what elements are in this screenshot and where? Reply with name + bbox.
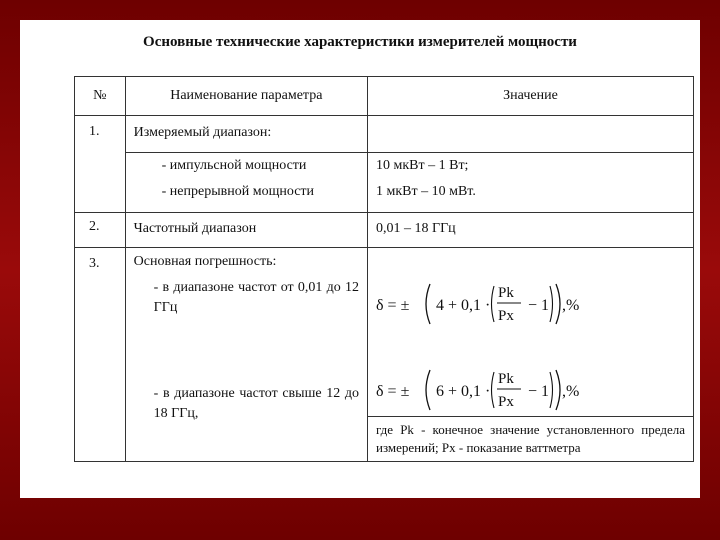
formula-lhs: δ = ± [375, 297, 410, 314]
row-number: 1. [75, 116, 126, 213]
parameter-label: Основная погрешность: [133, 254, 277, 269]
table-row [75, 213, 694, 248]
formula-term: 6 + 0,1 · [435, 383, 491, 400]
subparameter-label: - в диапазоне частот свыше 12 до 18 ГГц, [153, 386, 359, 421]
paren-left [491, 372, 494, 408]
bracket-right [556, 370, 560, 410]
row-parameter [125, 116, 367, 153]
formula-note: где Pk - конечное значение установленного предела измерений; Px - показание ваттметра [368, 416, 693, 461]
header-parameter: Наименование параметра [125, 77, 367, 116]
bracket-right [556, 284, 560, 324]
row-number: 2. [75, 213, 126, 248]
header-value: Значение [367, 77, 693, 116]
row-parameter: Частотный диапазон [125, 213, 367, 248]
table-header-row [75, 77, 694, 116]
fraction-numerator: Pk [497, 285, 514, 301]
row-value: 0,01 – 18 ГГц [367, 213, 693, 248]
subparameter-label: - непрерывной мощности [161, 184, 315, 199]
bracket-left [426, 284, 430, 324]
paren-left [491, 286, 494, 322]
fraction-denominator: Px [497, 394, 514, 410]
bracket-left [426, 370, 430, 410]
fraction-numerator: Pk [497, 371, 514, 387]
page-title: Основные технические характеристики измерителей мощности [143, 34, 577, 50]
row-value-formulas [367, 248, 693, 462]
row-value-empty [367, 116, 693, 153]
table-subrow [75, 153, 694, 213]
table-row [75, 116, 694, 153]
value-text: 10 мкВт – 1 Вт; [375, 158, 469, 173]
parameter-label: Измеряемый диапазон: [133, 125, 272, 140]
value-text: 1 мкВт – 10 мВт. [375, 184, 476, 199]
formula-unit: ,% [561, 383, 580, 400]
subparameter-label: - в диапазоне частот от 0,01 до 12 ГГц [153, 280, 359, 315]
row-number: 3. [75, 248, 126, 462]
parameters-table [74, 76, 694, 462]
formula-term: − 1 [527, 297, 550, 314]
row-subparameters [125, 153, 367, 213]
paren-right [550, 286, 553, 322]
table-row [75, 248, 694, 462]
formula-term: 4 + 0,1 · [435, 297, 491, 314]
header-number: № [75, 77, 126, 116]
formula-unit: ,% [561, 297, 580, 314]
document-page [20, 20, 700, 498]
paren-right [550, 372, 553, 408]
subparameter-label: - импульсной мощности [161, 158, 307, 173]
formulas-svg [368, 248, 693, 416]
row-values [367, 153, 693, 213]
formula-lhs: δ = ± [375, 383, 410, 400]
formula-term: − 1 [527, 383, 550, 400]
formula-high-band [376, 370, 579, 410]
formula-low-band [376, 284, 579, 324]
row-parameter [125, 248, 367, 462]
fraction-denominator: Px [497, 308, 514, 324]
